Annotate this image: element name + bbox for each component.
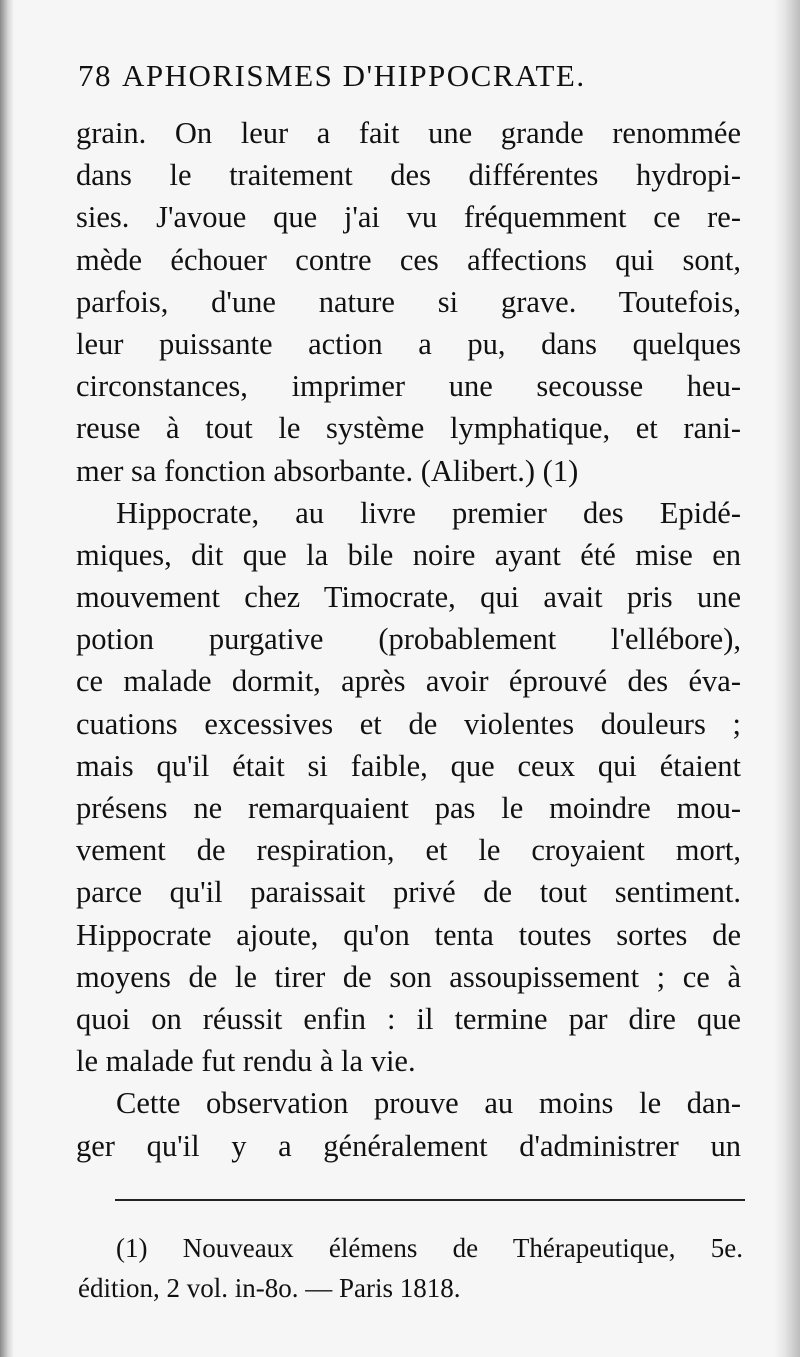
text-line: moyens de le tirer de son assoupissement ; ce à [76,959,741,994]
text-line: dans le traitement des différentes hydropi- [76,158,741,193]
text-line: sies. J'avoue que j'ai vu fréquemment ce re- [76,200,741,235]
running-title: APHORISMES D'HIPPOCRATE. [122,58,586,93]
text-line: mer sa fonction absorbante. (Alibert.) (1) [76,453,579,488]
text-line: miques, dit que la bile noire ayant été mise en [76,537,741,572]
text-line: cuations excessives et de violentes douleurs ; [76,706,741,741]
text-line: circonstances, imprimer une secousse heu- [76,369,741,404]
text-line: ger qu'il y a généralement d'administrer un [76,1128,741,1163]
page-edge-left [0,0,14,1357]
text-line: parce qu'il paraissait privé de tout sentiment. [76,875,741,910]
text-line: vement de respiration, et le croyaient mort, [76,833,741,868]
text-line: leur puissante action a pu, dans quelques [76,326,741,361]
footnote-line: (1) Nouveaux élémens de Thérapeutique, 5e. [116,1233,743,1263]
paragraph-start-line: Cette observation prouve au moins le dan- [116,1086,741,1121]
footnote-line: édition, 2 vol. in-8o. — Paris 1818. [78,1273,461,1303]
page-edge-right [774,0,800,1357]
text-line: mais qu'il était si faible, que ceux qui étaient [76,748,741,783]
text-line: mède échouer contre ces affections qui sont, [76,242,741,277]
text-line: quoi on réussit enfin : il termine par dire que [76,1001,741,1036]
text-line: ce malade dormit, après avoir éprouvé des éva- [76,664,741,699]
page-number: 78 [78,58,112,93]
footnote [78,1228,743,1308]
text-line: potion purgative (probablement l'ellébore), [76,622,741,657]
text-line: reuse à tout le système lymphatique, et rani- [76,411,741,446]
body-text [76,112,741,1167]
text-line: Hippocrate ajoute, qu'on tenta toutes sortes de [76,917,741,952]
text-line: le malade fut rendu à la vie. [76,1044,416,1079]
text-line: présens ne remarquaient pas le moindre mou- [76,791,741,825]
text-line: parfois, d'une nature si grave. Toutefois, [76,284,741,319]
paragraph-start-line: Hippocrate, au livre premier des Epidé- [116,495,741,530]
running-header [78,58,718,98]
footnote-rule [115,1199,745,1201]
text-line: grain. On leur a fait une grande renommée [76,116,741,150]
text-line: mouvement chez Timocrate, qui avait pris une [76,580,741,615]
